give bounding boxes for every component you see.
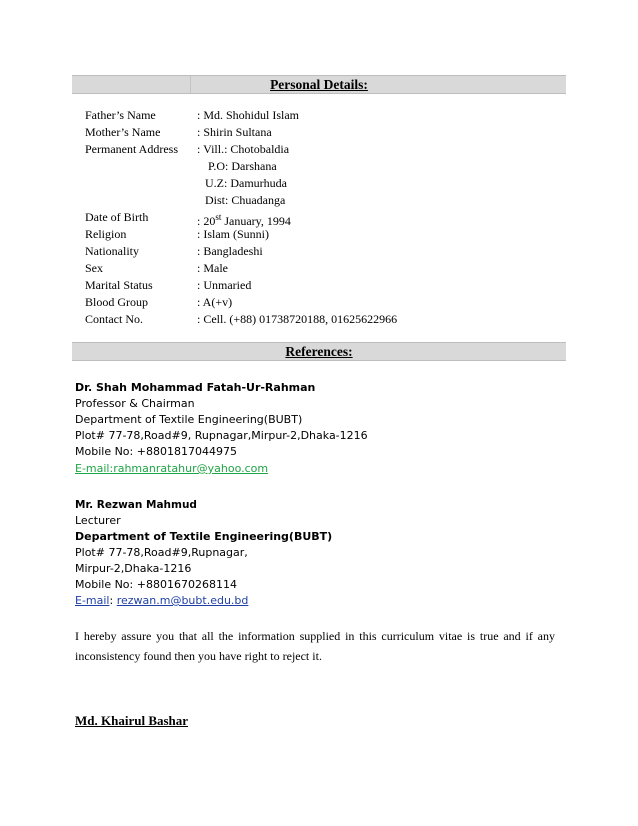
declaration-paragraph: I hereby assure you that all the information supplied in this curriculum vitae is true and if any inconsistency found then you have right to reject it. [75,629,555,663]
references-title: References: [285,344,353,359]
value: : Shirin Sultana [197,125,272,139]
references-header [72,342,566,361]
dob-month-year: January, 1994 [221,214,291,228]
label: Mother’s Name [85,125,161,139]
ref2-email-separator: : [109,594,117,607]
label: Father’s Name [85,108,156,122]
address-uz: U.Z: Damurhuda [205,176,287,190]
ref2-address-line1: Plot# 77-78,Road#9,Rupnagar, [75,546,248,559]
value: : Md. Shohidul Islam [197,108,300,122]
address-po: P.O: Darshana [208,159,277,173]
signature-name: Md. Khairul Bashar [75,713,189,728]
label: Blood Group [85,295,148,309]
value: : A(+v) [197,295,233,309]
label: Nationality [85,244,139,258]
ref1-email-link[interactable]: E-mail:rahmanratahur@yahoo.com [75,462,269,475]
ref2-email-label-link[interactable]: E-mail [75,594,110,607]
ref1-mobile: Mobile No: +8801817044975 [75,445,237,458]
ref1-designation: Professor & Chairman [75,397,195,410]
ref2-email-line [75,593,248,609]
ref2-department: Department of Textile Engineering(BUBT) [75,530,333,543]
value: : Vill.: Chotobaldia [197,142,290,156]
ref1-name: Dr. Shah Mohammad Fatah-Ur-Rahman [75,381,316,394]
label: Marital Status [85,278,153,292]
value: : Islam (Sunni) [197,227,269,241]
address-dist: Dist: Chuadanga [205,193,286,207]
dob-suffix: st [215,212,222,222]
value: : Bangladeshi [197,244,263,258]
value: : Cell. (+88) 01738720188, 01625622966 [197,312,398,326]
label: Religion [85,227,127,241]
ref2-name: Mr. Rezwan Mahmud [75,499,197,511]
label: Contact No. [85,312,143,326]
personal-details-title: Personal Details: [270,77,368,92]
ref1-department: Department of Textile Engineering(BUBT) [75,413,303,426]
dob-day: : 20 [197,214,216,228]
ref1-address: Plot# 77-78,Road#9, Rupnagar,Mirpur-2,Dhaka-1216 [75,429,368,442]
personal-details-header [72,75,566,94]
label: Date of Birth [85,210,149,224]
value: : Male [197,261,228,275]
ref2-mobile: Mobile No: +8801670268114 [75,578,237,591]
label: Sex [85,261,103,275]
ref2-designation: Lecturer [75,514,121,527]
ref2-address-line2: Mirpur-2,Dhaka-1216 [75,562,192,575]
value: : Unmaried [197,278,252,292]
ref2-email-link[interactable]: rezwan.m@bubt.edu.bd [116,594,249,607]
label: Permanent Address [85,142,178,156]
